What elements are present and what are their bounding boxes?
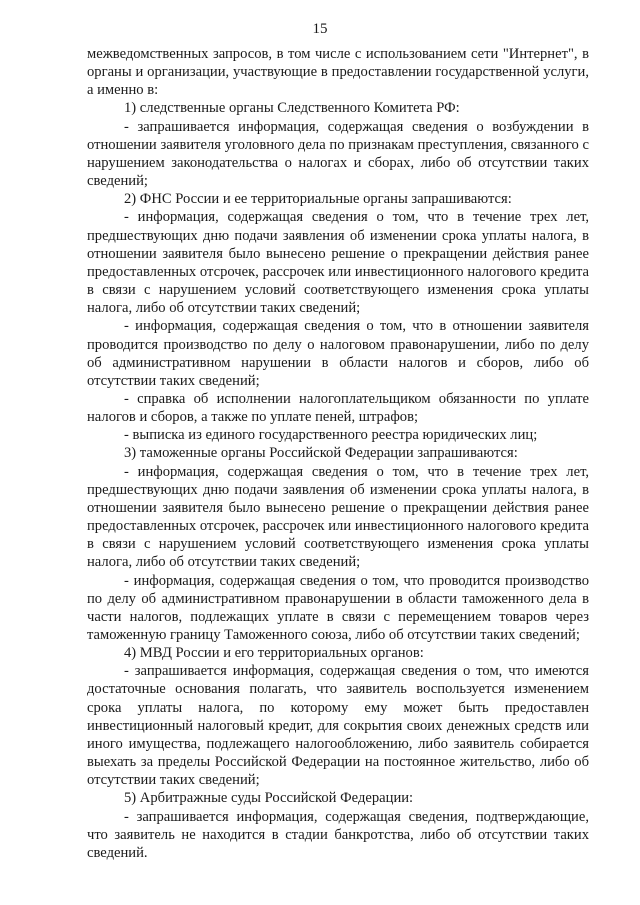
paragraph: 1) следственные органы Следственного Комитета РФ: (124, 100, 460, 117)
paragraph: 2) ФНС России и ее территориальные органы запрашиваются: (124, 191, 512, 208)
paragraph: 4) МВД России и его территориальных органов: (124, 645, 424, 662)
document-body (87, 45, 589, 862)
paragraph: - запрашивается информация, содержащая сведения о том, что имеются достаточные основания полагать, что заявитель воспользуется изменением срока уплаты налога, по которому ему может быть предоставлен инвестиционный налоговый кредит, для сокрытия своих денежных средств или иного имущества, подлежащего налогообложению, либо заявитель собирается выехать за пределы Российской Федерации на постоянное жительство, либо об отсутствии таких сведений; (87, 663, 589, 789)
paragraph: - выписка из единого государственного реестра юридических лиц; (124, 427, 538, 444)
paragraph: - информация, содержащая сведения о том, что в течение трех лет, предшествующих дню подачи заявления об изменении срока уплаты налога, в отношении заявителя было вынесено решение о прекращении действия ранее предоставленных отсрочек, рассрочек или инвестиционного налогового кредита в связи с нарушением условий соответствующего изменения срока уплаты налога, либо об отсутствии таких сведений; (87, 463, 589, 571)
page-number: 15 (312, 21, 328, 37)
paragraph: - информация, содержащая сведения о том, что в отношении заявителя проводится производство по делу о налоговом правонарушении, либо по делу об административном нарушении в области налогов и сборов, либо об отсутствии таких сведений; (87, 318, 589, 389)
paragraph: - запрашивается информация, содержащая сведения, подтверждающие, что заявитель не находится в стадии банкротства, либо об отсутствии таких сведений. (87, 808, 589, 861)
paragraph: 5) Арбитражные суды Российской Федерации: (124, 790, 414, 807)
paragraph: - запрашивается информация, содержащая сведения о возбуждении в отношении заявителя уголовного дела по признакам преступления, связанного с нарушением законодательства о налогах и сборах, либо об отсутствии таких сведений; (87, 118, 589, 190)
paragraph: - информация, содержащая сведения о том, что в течение трех лет, предшествующих дню подачи заявления об изменении срока уплаты налога, в отношении заявителя было вынесено решение о прекращении действия ранее предоставленных отсрочек, рассрочек или инвестиционного налогового кредита в связи с нарушением условий соответствующего изменения срока уплаты налога, либо об отсутствии таких сведений; (87, 209, 589, 317)
paragraph: - справка об исполнении налогоплательщиком обязанности по уплате налогов и сборов, а также по уплате пеней, штрафов; (87, 390, 589, 426)
paragraph: межведомственных запросов, в том числе с использованием сети "Интернет", в органы и организации, участвующие в предоставлении государственной услуги, а именно в: (87, 46, 589, 99)
paragraph: - информация, содержащая сведения о том, что проводится производство по делу об административном правонарушении в области таможенного дела в части налогов, подлежащих уплате в связи с перемещением товаров через таможенную границу Таможенного союза, либо об отсутствии таких сведений; (87, 572, 589, 643)
paragraph: 3) таможенные органы Российской Федерации запрашиваются: (124, 445, 518, 462)
